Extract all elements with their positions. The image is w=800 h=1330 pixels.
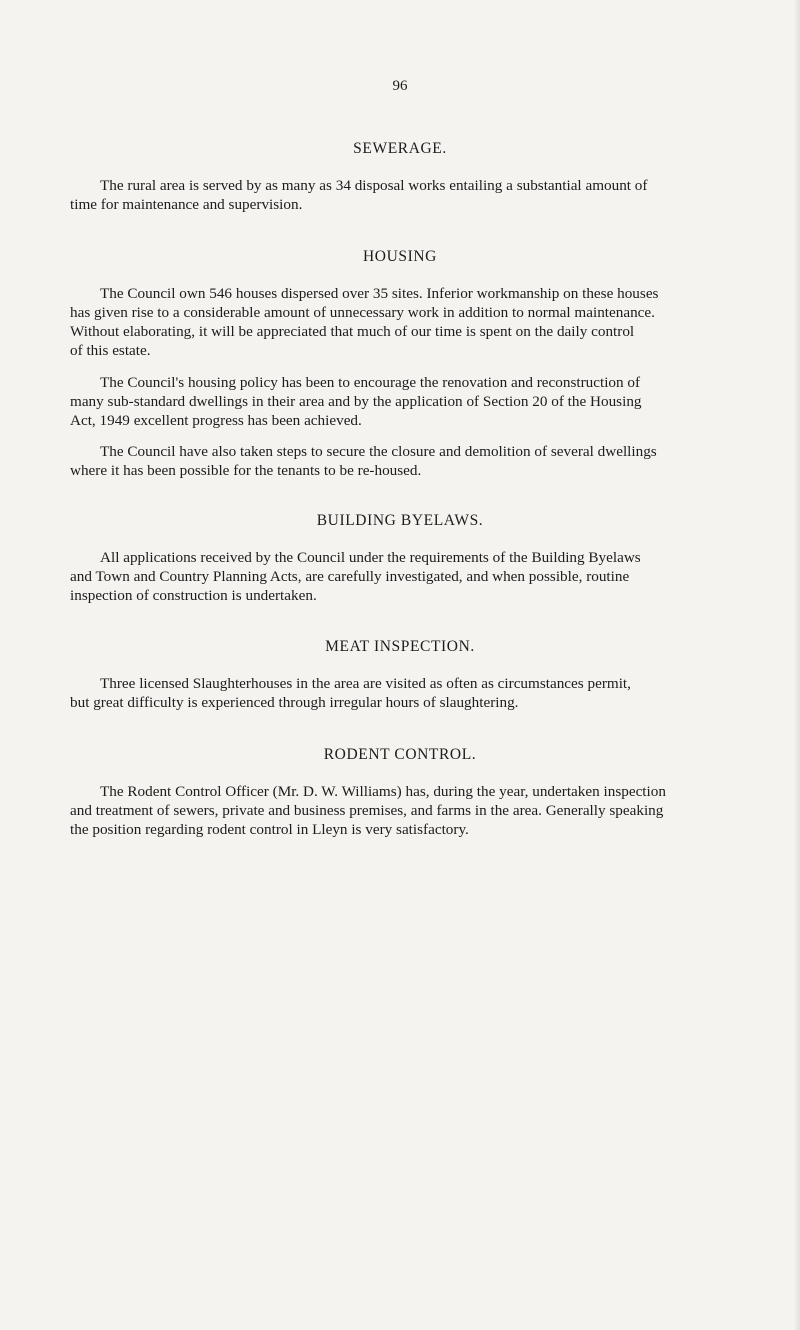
meat-inspection-paragraph	[70, 674, 790, 712]
page-number: 96	[392, 78, 408, 94]
text-line: The Council own 546 houses dispersed over 35 sites. Inferior workmanship on these houses	[100, 285, 659, 302]
section-heading-building-byelaws: BUILDING BYELAWS.	[316, 512, 484, 529]
text-line: has given rise to a considerable amount of unnecessary work in addition to normal maintenance.	[70, 304, 655, 321]
housing-paragraph-1	[70, 284, 790, 360]
building-byelaws-paragraph	[70, 548, 790, 605]
housing-paragraph-2	[70, 373, 790, 430]
text-line: Act, 1949 excellent progress has been achieved.	[70, 412, 362, 429]
text-line: The Council's housing policy has been to encourage the renovation and reconstruction of	[100, 374, 641, 391]
rodent-control-paragraph	[70, 782, 790, 839]
text-line: Without elaborating, it will be appreciated that much of our time is spent on the daily control	[70, 323, 635, 340]
text-line: The Council have also taken steps to secure the closure and demolition of several dwellings	[100, 443, 657, 460]
text-line: time for maintenance and supervision.	[70, 196, 303, 213]
text-line: and Town and Country Planning Acts, are carefully investigated, and when possible, routine	[70, 568, 630, 585]
section-heading-rodent-control: RODENT CONTROL.	[323, 746, 477, 763]
text-line: but great difficulty is experienced through irregular hours of slaughtering.	[70, 694, 519, 711]
text-line: the position regarding rodent control in Lleyn is very satisfactory.	[70, 821, 469, 838]
text-line: The Rodent Control Officer (Mr. D. W. Williams) has, during the year, undertaken inspection	[100, 783, 666, 800]
housing-paragraph-3	[70, 442, 790, 480]
section-heading-meat-inspection: MEAT INSPECTION.	[325, 638, 475, 655]
text-line: inspection of construction is undertaken.	[70, 587, 317, 604]
section-heading-housing: HOUSING	[363, 248, 437, 265]
text-line: where it has been possible for the tenants to be re-housed.	[70, 462, 422, 479]
text-line: of this estate.	[70, 342, 151, 359]
text-line: The rural area is served by as many as 34 disposal works entailing a substantial amount of	[100, 177, 648, 194]
text-line: All applications received by the Council under the requirements of the Building Byelaws	[100, 549, 641, 566]
sewerage-paragraph	[70, 176, 790, 214]
text-line: Three licensed Slaughterhouses in the area are visited as often as circumstances permit,	[100, 675, 631, 692]
text-line: many sub-standard dwellings in their area and by the application of Section 20 of the Housing	[70, 393, 642, 410]
text-line: and treatment of sewers, private and business premises, and farms in the area. Generally speaking	[70, 802, 664, 819]
page-edge-shadow	[794, 0, 800, 1330]
section-heading-sewerage: SEWERAGE.	[353, 140, 447, 157]
